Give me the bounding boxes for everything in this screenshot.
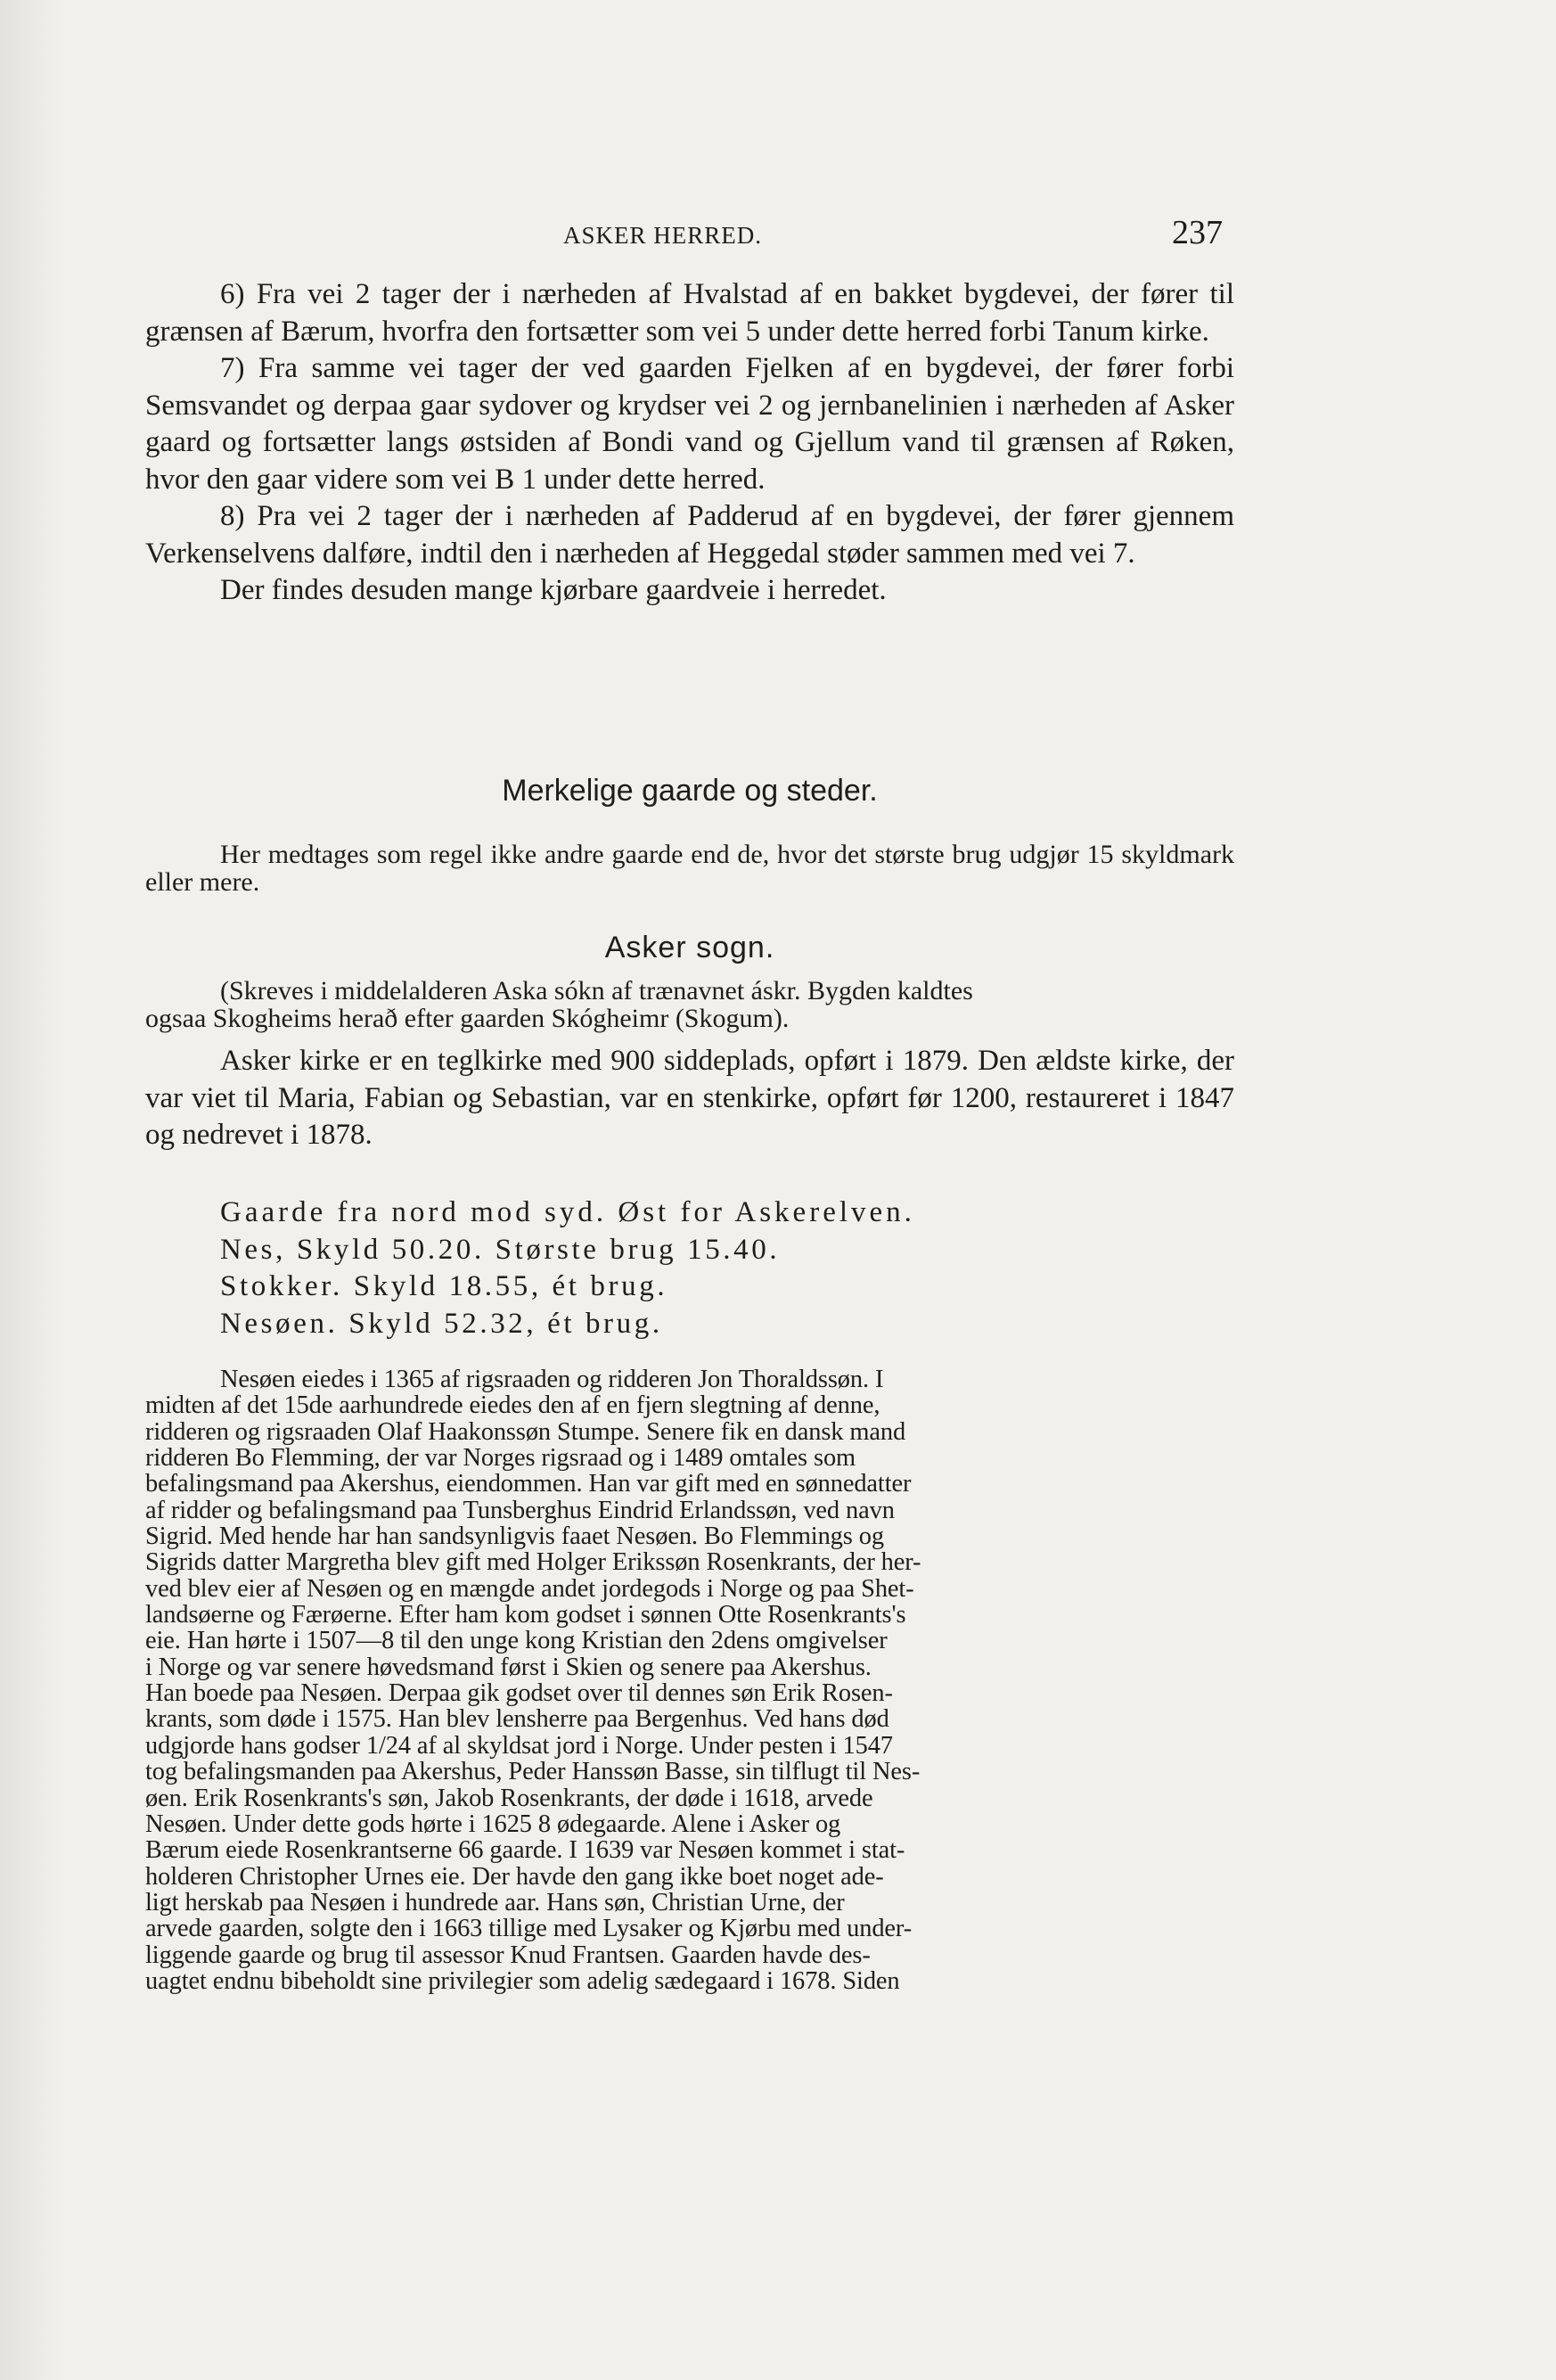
history-line: i Norge og var senere høvedsmand først i Skien og senere paa Akershus.	[145, 1653, 872, 1681]
running-header	[0, 209, 1556, 263]
parish-heading-block	[145, 931, 1234, 965]
road-item-7: 7) Fra samme vei tager der ved gaarden Fjelken af en bygdevei, der fører forbi Semsvandet og derpaa gaar sydover og krydser vei 2 og jernbanelinien i nærheden af Asker gaard og fortsætter langs østsiden af Bondi vand og Gjellum vand til grænsen af Røken, hvor den gaar videre som vei B 1 under dette herred.	[145, 352, 1234, 496]
road-closing: Der findes desuden mange kjørbare gaardveie i herredet.	[220, 574, 887, 606]
history-line: af ridder og befalingsmand paa Tunsberghus Eindrid Erlandssøn, ved navn	[145, 1496, 895, 1524]
church-text: Asker kirke er en teglkirke med 900 siddeplads, opført i 1879. Den ældste kirke, der var viet til Maria, Fabian og Sebastian, var en stenkirke, opført før 1200, restaureret i 1847 og nedrevet i 1878.	[145, 1045, 1234, 1151]
farm-entry: Nes, Skyld 50.20. Største brug 15.40.	[220, 1233, 781, 1266]
history-line: Nesøen eiedes i 1365 af rigsraaden og ridderen Jon Thoraldssøn. I	[220, 1366, 884, 1393]
section-heading: Merkelige gaarde og steder.	[502, 774, 878, 808]
history-line: Nesøen. Under dette gods hørte i 1625 8 ødegaarde. Alene i Asker og	[145, 1810, 841, 1838]
history-line: Sigrid. Med hende har han sandsynligvis faaet Nesøen. Bo Flemmings og	[145, 1522, 884, 1551]
intro-paragraph: Her medtages som regel ikke andre gaarde end de, hvor det største brug udgjør 15 skyldmark eller mere.	[145, 840, 1234, 897]
church-paragraph	[145, 1043, 1234, 1154]
history-line: eie. Han hørte i 1507—8 til den unge kong Kristian den 2dens omgivelser	[145, 1627, 888, 1655]
history-line: Sigrids datter Margretha blev gift med Holger Erikssøn Rosenkrants, der her-	[145, 1548, 921, 1577]
direction-line: Gaarde fra nord mod syd. Øst for Askerelven.	[220, 1196, 915, 1228]
history-line: landsøerne og Færøerne. Efter ham kom godset i sønnen Otte Rosenkrants's	[145, 1601, 906, 1629]
history-line: krants, som døde i 1575. Han blev lensherre paa Bergenhus. Ved hans død	[145, 1705, 889, 1734]
history-line: arvede gaarden, solgte den i 1663 tillige med Lysaker og Kjørbu med under-	[145, 1915, 913, 1943]
note-line: (Skreves i middelalderen Aska sókn af trænavnet áskr. Bygden kaldtes	[220, 976, 973, 1005]
history-line: udgjorde hans godser 1/24 af al skyldsat jord i Norge. Under pesten i 1547	[145, 1731, 893, 1760]
farm-entry: Stokker. Skyld 18.55, ét brug.	[220, 1270, 668, 1302]
parish-note	[145, 977, 1234, 1032]
history-line: uagtet endnu bibeholdt sine privilegier som adelig sædegaard i 1678. Siden	[145, 1966, 900, 1995]
history-line: ligt herskab paa Nesøen i hundrede aar. Hans søn, Christian Urne, der	[145, 1888, 845, 1916]
note-line: ogsaa Skogheims herað efter gaarden Skógheimr (Skogum).	[145, 1004, 790, 1033]
running-title: ASKER HERRED.	[563, 222, 763, 249]
history-line: holderen Christopher Urnes eie. Der havde den gang ikke boet noget ade-	[145, 1862, 884, 1891]
history-line: befalingsmand paa Akershus, eiendommen. Han var gift med en sønnedatter	[145, 1470, 912, 1498]
history-line: tog befalingsmanden paa Akershus, Peder Hanssøn Basse, sin tilflugt til Nes-	[145, 1758, 921, 1786]
history-line: ridderen og rigsraaden Olaf Haakonssøn Stumpe. Senere fik en dansk mand	[145, 1417, 906, 1446]
road-list	[145, 276, 1234, 610]
road-item-8: 8) Pra vei 2 tager der i nærheden af Padderud af en bygdevei, der fører gjennem Verkenselvens dalføre, indtil den i nærheden af Heggedal støder sammen med vei 7.	[145, 500, 1234, 570]
history-line: ridderen Bo Flemming, der var Norges rigsraad og i 1489 omtales som	[145, 1444, 856, 1473]
farm-list	[145, 1194, 1234, 1342]
history-line: Bærum eiede Rosenkrantserne 66 gaarde. I 1639 var Nesøen kommet i stat-	[145, 1836, 905, 1865]
parish-heading: Asker sogn.	[604, 931, 775, 964]
history-line: Han boede paa Nesøen. Derpaa gik godset over til dennes søn Erik Rosen-	[145, 1679, 893, 1708]
farm-entry: Nesøen. Skyld 52.32, ét brug.	[220, 1307, 663, 1340]
farms-intro	[145, 841, 1234, 896]
page-number: 237	[1172, 214, 1223, 251]
road-item-6: 6) Fra vei 2 tager der i nærheden af Hvalstad af en bakket bygdevei, der fører til grænsen af Bærum, hvorfra den fortsætter som vei 5 under dette herred forbi Tanum kirke.	[145, 278, 1234, 348]
history-line: liggende gaarde og brug til assessor Knud Frantsen. Gaarden havde des-	[145, 1941, 871, 1969]
history-line: midten af det 15de aarhundrede eiedes den af en fjern slegtning af denne,	[145, 1391, 880, 1420]
history-line: øen. Erik Rosenkrants's søn, Jakob Rosenkrants, der døde i 1618, arvede	[145, 1784, 873, 1812]
page-edge-shadow	[0, 0, 62, 2380]
nesoen-history	[145, 1366, 1234, 1994]
farms-section	[145, 774, 1234, 808]
history-line: ved blev eier af Nesøen og en mængde andet jordegods i Norge og paa Shet-	[145, 1574, 914, 1603]
